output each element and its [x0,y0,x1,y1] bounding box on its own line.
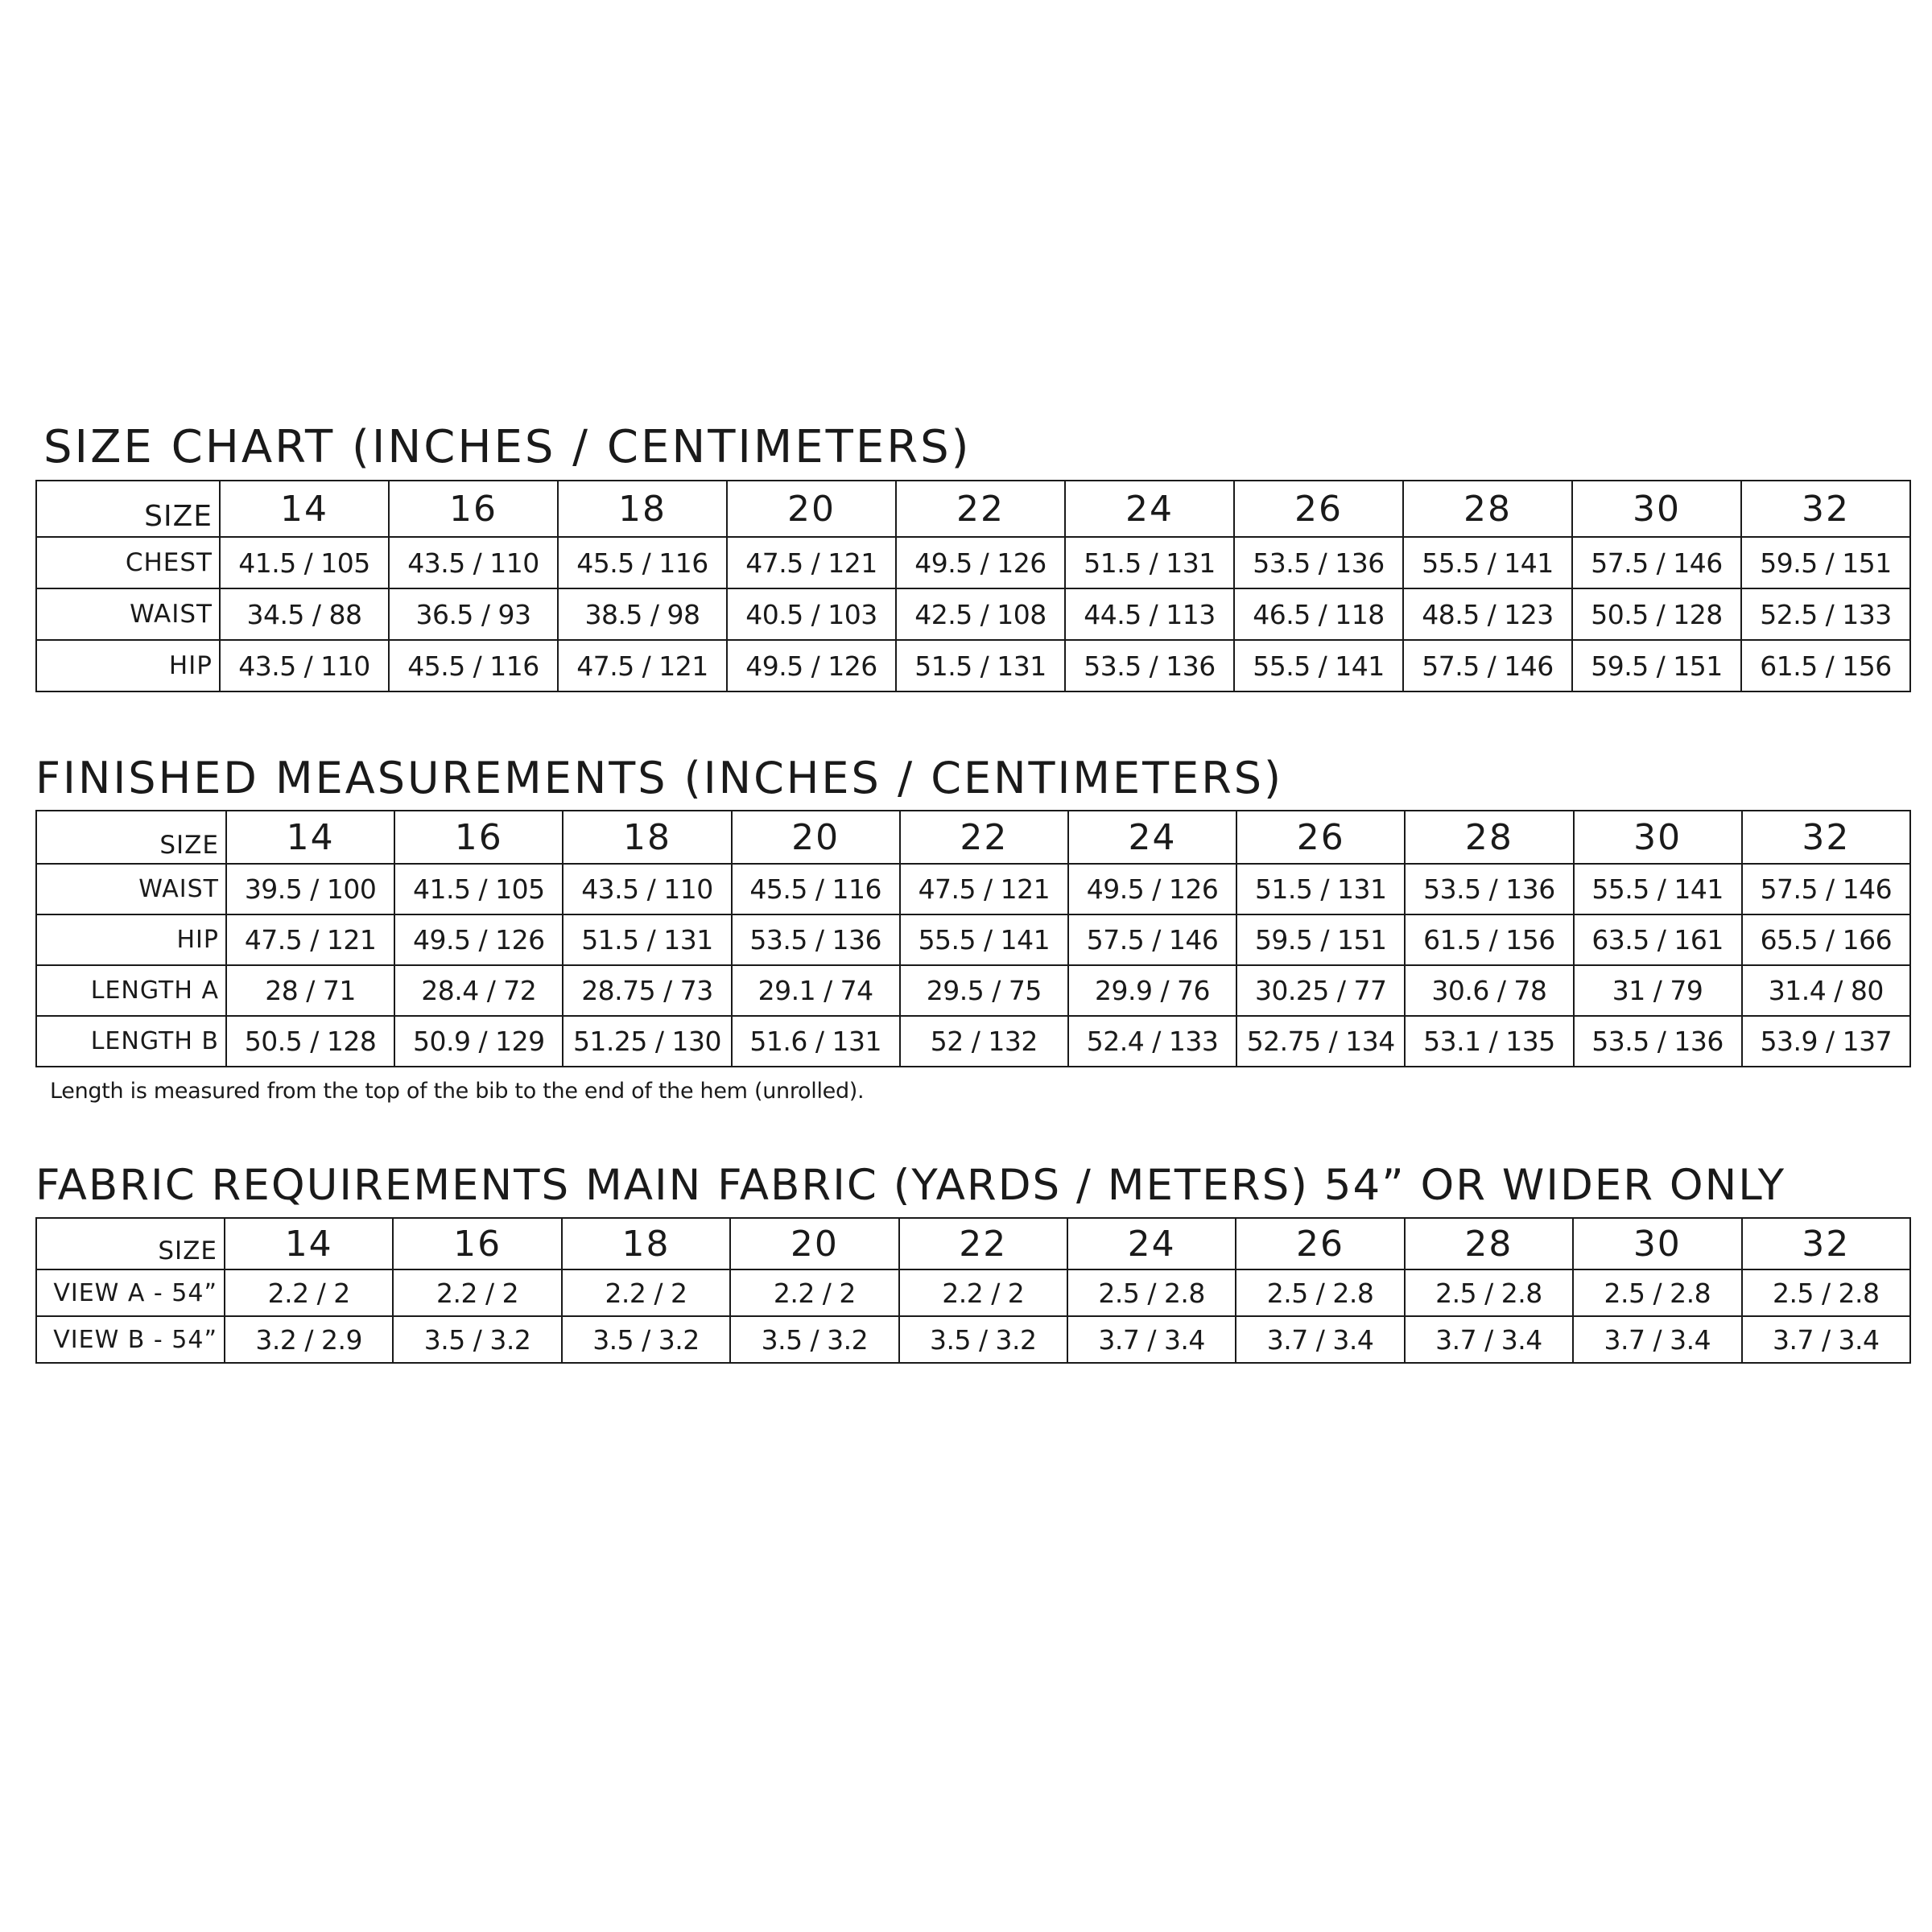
row-label: VIEW A - 54” [36,1269,225,1316]
finished-measurements-section [35,753,1911,1104]
size-header-cell: 28 [1405,811,1573,864]
fabric-requirements-table [35,1217,1911,1364]
table-cell: 50.5 / 128 [1572,588,1741,640]
finished-measurements-title: FINISHED MEASUREMENTS (INCHES / CENTIMETERS) [35,753,1284,803]
size-header-cell: 24 [1065,481,1234,537]
table-cell: 50.9 / 129 [394,1016,563,1067]
table-row [36,1016,1910,1067]
table-cell: 3.5 / 3.2 [899,1316,1067,1363]
table-row [36,1269,1910,1316]
table-cell: 51.5 / 131 [563,914,731,965]
table-cell: 42.5 / 108 [896,588,1065,640]
size-label: SIZE [36,811,226,864]
row-label: WAIST [36,588,220,640]
table-cell: 48.5 / 123 [1403,588,1572,640]
fabric-requirements-section [35,1161,1911,1364]
table-cell: 38.5 / 98 [558,588,727,640]
size-header-cell: 16 [394,811,563,864]
table-cell: 59.5 / 151 [1741,537,1910,588]
row-label: CHEST [36,537,220,588]
row-label: LENGTH B [36,1016,226,1067]
size-header-cell: 30 [1572,481,1741,537]
size-header-cell: 32 [1741,481,1910,537]
table-cell: 47.5 / 121 [558,640,727,691]
table-cell: 47.5 / 121 [727,537,896,588]
table-cell: 52 / 132 [900,1016,1068,1067]
table-row [36,864,1910,914]
table-cell: 52.5 / 133 [1741,588,1910,640]
table-cell: 28.4 / 72 [394,965,563,1016]
table-cell: 52.4 / 133 [1068,1016,1236,1067]
table-cell: 57.5 / 146 [1572,537,1741,588]
table-cell: 53.5 / 136 [732,914,900,965]
table-cell: 55.5 / 141 [1574,864,1742,914]
table-cell: 51.25 / 130 [563,1016,731,1067]
fabric-requirements-title: FABRIC REQUIREMENTS MAIN FABRIC (YARDS / METERS) 54” OR WIDER ONLY [35,1161,1786,1210]
table-cell: 44.5 / 113 [1065,588,1234,640]
size-header-cell: 24 [1067,1218,1236,1269]
table-cell: 59.5 / 151 [1236,914,1405,965]
table-cell: 2.5 / 2.8 [1573,1269,1741,1316]
size-header-cell: 20 [727,481,896,537]
table-cell: 53.9 / 137 [1742,1016,1910,1067]
size-header-cell: 24 [1068,811,1236,864]
table-cell: 2.2 / 2 [562,1269,730,1316]
table-cell: 3.7 / 3.4 [1236,1316,1404,1363]
table-cell: 43.5 / 110 [563,864,731,914]
table-cell: 3.5 / 3.2 [730,1316,898,1363]
table-cell: 65.5 / 166 [1742,914,1910,965]
size-header-cell: 28 [1405,1218,1573,1269]
row-label: LENGTH A [36,965,226,1016]
length-note: Length is measured from the top of the bib to the end of the hem (unrolled). [50,1079,865,1104]
table-cell: 49.5 / 126 [896,537,1065,588]
size-header-cell: 18 [563,811,731,864]
table-cell: 51.5 / 131 [1065,537,1234,588]
table-cell: 49.5 / 126 [1068,864,1236,914]
table-cell: 51.5 / 131 [1236,864,1405,914]
table-cell: 55.5 / 141 [1403,537,1572,588]
table-cell: 53.5 / 136 [1065,640,1234,691]
table-cell: 3.5 / 3.2 [562,1316,730,1363]
table-cell: 61.5 / 156 [1405,914,1573,965]
table-cell: 2.2 / 2 [393,1269,561,1316]
table-cell: 28.75 / 73 [563,965,731,1016]
table-cell: 51.6 / 131 [732,1016,900,1067]
table-cell: 47.5 / 121 [226,914,394,965]
size-header-cell: 14 [225,1218,393,1269]
table-cell: 34.5 / 88 [220,588,389,640]
table-cell: 47.5 / 121 [900,864,1068,914]
table-row [36,588,1910,640]
table-cell: 40.5 / 103 [727,588,896,640]
table-cell: 29.1 / 74 [732,965,900,1016]
fabric-requirements-body [36,1218,1910,1363]
table-cell: 61.5 / 156 [1741,640,1910,691]
size-label: SIZE [36,481,220,537]
table-cell: 49.5 / 126 [394,914,563,965]
size-header-cell: 26 [1234,481,1403,537]
table-row [36,1316,1910,1363]
table-cell: 43.5 / 110 [220,640,389,691]
size-header-cell: 20 [730,1218,898,1269]
table-cell: 53.5 / 136 [1574,1016,1742,1067]
table-cell: 53.5 / 136 [1234,537,1403,588]
size-header-cell: 32 [1742,1218,1910,1269]
table-cell: 51.5 / 131 [896,640,1065,691]
size-header-cell: 22 [900,811,1068,864]
table-cell: 3.2 / 2.9 [225,1316,393,1363]
table-cell: 36.5 / 93 [389,588,558,640]
size-header-cell: 14 [220,481,389,537]
size-header-cell: 16 [393,1218,561,1269]
size-header-cell: 26 [1236,1218,1404,1269]
table-cell: 2.2 / 2 [225,1269,393,1316]
table-cell: 30.25 / 77 [1236,965,1405,1016]
size-header-cell: 28 [1403,481,1572,537]
size-header-cell: 14 [226,811,394,864]
size-header-cell: 18 [562,1218,730,1269]
table-cell: 2.5 / 2.8 [1236,1269,1404,1316]
size-header-cell: 26 [1236,811,1405,864]
table-cell: 49.5 / 126 [727,640,896,691]
size-header-row [36,1218,1910,1269]
row-label: HIP [36,914,226,965]
table-cell: 46.5 / 118 [1234,588,1403,640]
size-header-cell: 20 [732,811,900,864]
table-row [36,914,1910,965]
table-cell: 2.5 / 2.8 [1067,1269,1236,1316]
size-header-cell: 22 [896,481,1065,537]
table-cell: 41.5 / 105 [220,537,389,588]
size-header-cell: 32 [1742,811,1910,864]
table-cell: 3.7 / 3.4 [1573,1316,1741,1363]
table-cell: 45.5 / 116 [558,537,727,588]
table-cell: 55.5 / 141 [900,914,1068,965]
table-cell: 28 / 71 [226,965,394,1016]
size-header-row [36,481,1910,537]
table-cell: 43.5 / 110 [389,537,558,588]
table-cell: 2.5 / 2.8 [1405,1269,1573,1316]
row-label: HIP [36,640,220,691]
size-chart-body [36,481,1910,691]
table-row [36,965,1910,1016]
table-cell: 29.9 / 76 [1068,965,1236,1016]
table-cell: 57.5 / 146 [1742,864,1910,914]
table-cell: 57.5 / 146 [1068,914,1236,965]
table-cell: 57.5 / 146 [1403,640,1572,691]
table-cell: 3.7 / 3.4 [1742,1316,1910,1363]
table-cell: 59.5 / 151 [1572,640,1741,691]
table-row [36,640,1910,691]
table-cell: 31.4 / 80 [1742,965,1910,1016]
size-chart-section [35,421,1911,692]
table-cell: 45.5 / 116 [389,640,558,691]
finished-measurements-body [36,811,1910,1067]
row-label: VIEW B - 54” [36,1316,225,1363]
table-cell: 55.5 / 141 [1234,640,1403,691]
size-header-row [36,811,1910,864]
table-cell: 50.5 / 128 [226,1016,394,1067]
table-cell: 3.5 / 3.2 [393,1316,561,1363]
table-cell: 53.5 / 136 [1405,864,1573,914]
table-cell: 3.7 / 3.4 [1067,1316,1236,1363]
table-cell: 31 / 79 [1574,965,1742,1016]
table-cell: 30.6 / 78 [1405,965,1573,1016]
table-cell: 52.75 / 134 [1236,1016,1405,1067]
table-cell: 45.5 / 116 [732,864,900,914]
table-cell: 41.5 / 105 [394,864,563,914]
table-cell: 2.2 / 2 [899,1269,1067,1316]
size-label: SIZE [36,1218,225,1269]
table-row [36,537,1910,588]
size-header-cell: 30 [1573,1218,1741,1269]
size-chart-table [35,480,1911,692]
table-cell: 2.2 / 2 [730,1269,898,1316]
table-cell: 39.5 / 100 [226,864,394,914]
size-header-cell: 22 [899,1218,1067,1269]
table-cell: 29.5 / 75 [900,965,1068,1016]
table-cell: 53.1 / 135 [1405,1016,1573,1067]
size-header-cell: 30 [1574,811,1742,864]
size-header-cell: 18 [558,481,727,537]
table-cell: 2.5 / 2.8 [1742,1269,1910,1316]
size-header-cell: 16 [389,481,558,537]
table-cell: 3.7 / 3.4 [1405,1316,1573,1363]
size-chart-title: SIZE CHART (INCHES / CENTIMETERS) [43,421,972,473]
table-cell: 63.5 / 161 [1574,914,1742,965]
finished-measurements-table [35,810,1911,1067]
row-label: WAIST [36,864,226,914]
